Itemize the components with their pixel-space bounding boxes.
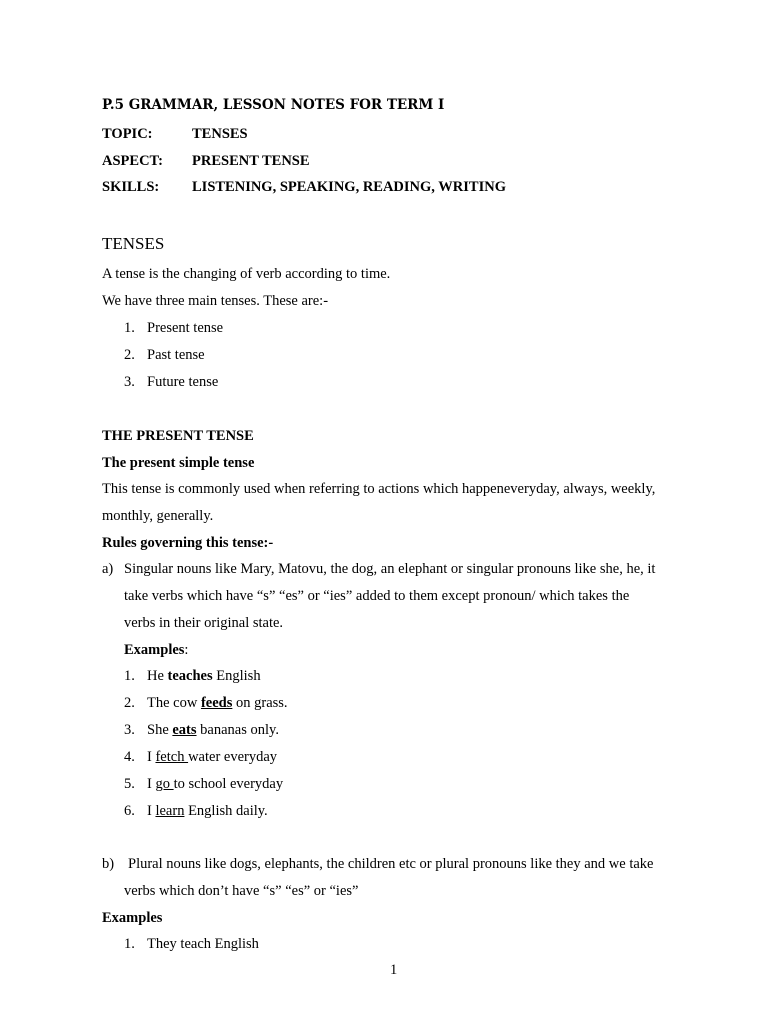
skills-label: SKILLS:: [102, 179, 160, 195]
document-title: P.5 GRAMMAR, LESSON NOTES FOR TERM I: [102, 97, 445, 113]
tenses-heading: TENSES: [102, 234, 165, 253]
tenses-intro: We have three main tenses. These are:-: [102, 293, 329, 309]
rule-a-line-2: take verbs which have “s” “es” or “ies” added to them except pronoun/ which takes the: [124, 588, 630, 604]
example-item: 1. They teach English: [124, 936, 259, 952]
usage-line-2: monthly, generally.: [102, 508, 214, 524]
rules-heading: Rules governing this tense:-: [102, 535, 274, 551]
rule-a-marker: a): [102, 561, 114, 577]
rule-a-line-3: verbs in their original state.: [124, 615, 284, 631]
aspect-value: PRESENT TENSE: [192, 153, 310, 169]
rule-a-line-1: Singular nouns like Mary, Matovu, the dog, an elephant or singular pronouns like she, he, it: [124, 561, 656, 577]
aspect-label: ASPECT:: [102, 153, 163, 169]
rule-b-examples-label: Examples: [102, 910, 163, 926]
example-item: 5. I go to school everyday: [124, 776, 284, 792]
example-item: 1. He teaches English: [124, 668, 261, 684]
usage-line-1: This tense is commonly used when referring to actions which happeneveryday, always, weekly,: [102, 481, 656, 497]
present-simple-subheading: The present simple tense: [102, 455, 255, 471]
skills-value: LISTENING, SPEAKING, READING, WRITING: [192, 179, 506, 195]
example-item: 4. I fetch water everyday: [124, 749, 278, 765]
rule-b-marker: b): [102, 856, 115, 872]
rule-a-examples-label: Examples:: [124, 642, 189, 658]
list-item: 3. Future tense: [124, 374, 219, 390]
list-item: 1. Present tense: [124, 320, 224, 336]
example-item: 2. The cow feeds on grass.: [124, 695, 288, 711]
topic-value: TENSES: [192, 126, 248, 142]
example-item: 6. I learn English daily.: [124, 803, 268, 819]
example-item: 3. She eats bananas only.: [124, 722, 279, 738]
present-tense-heading: THE PRESENT TENSE: [102, 428, 254, 444]
topic-label: TOPIC:: [102, 126, 153, 142]
rule-b-line-1: Plural nouns like dogs, elephants, the children etc or plural pronouns like they and we take: [128, 856, 654, 872]
page-number: 1: [390, 962, 398, 978]
list-item: 2. Past tense: [124, 347, 205, 363]
tense-definition: A tense is the changing of verb according to time.: [102, 266, 391, 282]
rule-b-line-2: verbs which don’t have “s” “es” or “ies”: [124, 883, 359, 899]
